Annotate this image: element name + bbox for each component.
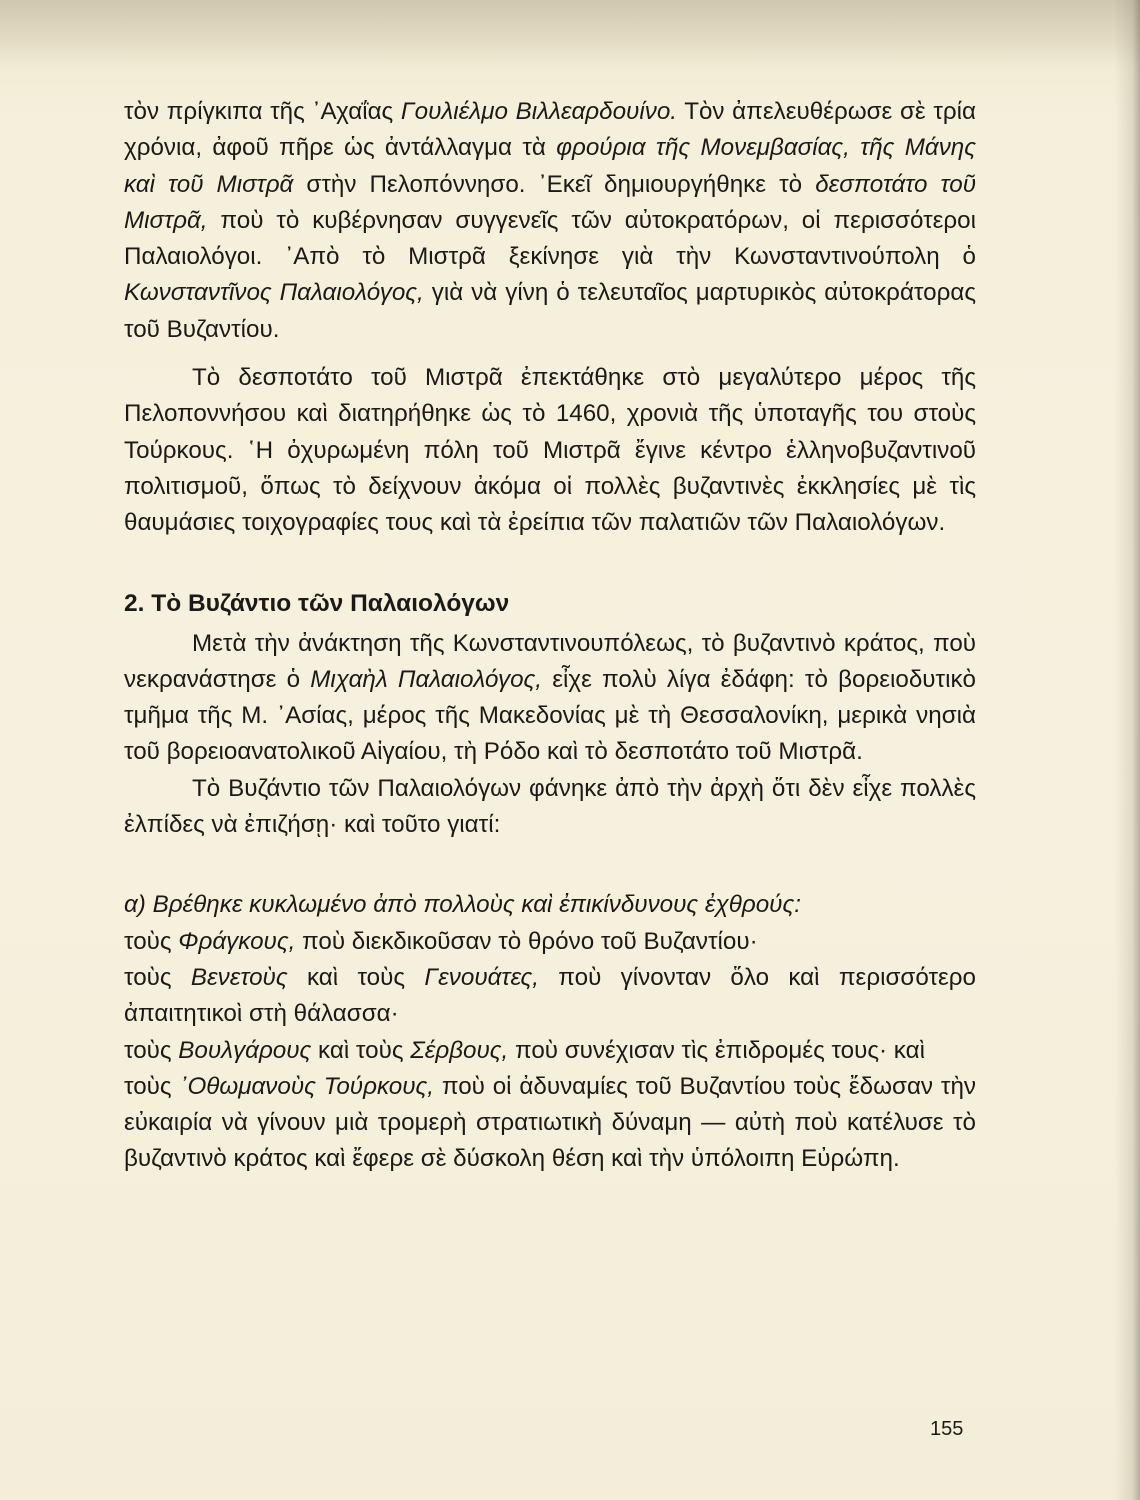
- enemies-list-heading: α) Βρέθηκε κυκλωμένο ἀπὸ πολλοὺς καὶ ἐπικίνδυνους ἐχθρούς:: [124, 891, 801, 919]
- page-body: [124, 94, 976, 1178]
- paragraph-despotate: Τὸ δεσποτάτο τοῦ Μιστρᾶ ἐπεκτάθηκε στὸ μεγαλύτερο μέρος τῆς Πελοποννήσου καὶ διατηρήθηκε ὡς τὸ 1460, χρονιὰ τῆς ὑποταγῆς του στοὺς Τούρκους. ῾Η ὀχυρωμένη πόλη τοῦ Μιστρᾶ ἔγινε κέντρο ἑλληνοβυζαντινοῦ πολιτισμοῦ, ὅπως τὸ δείχνουν ἀκόμα οἱ πολλὲς βυζαντινὲς ἐκκλησίες μὲ τὶς θαυμάσιες τοιχογραφίες τους καὶ τὰ ἐρείπια τῶν παλατιῶν τῶν Παλαιολόγων.: [124, 364, 976, 537]
- list-item-venetians: τοὺς Βενετοὺς καὶ τοὺς Γενουάτες, ποὺ γίνονταν ὅλο καὶ περισσότερο ἀπαιτητικοὶ στὴ θάλασσα·: [124, 963, 976, 1028]
- page-number: 155: [930, 1418, 964, 1440]
- paragraph-mistras-origin: τὸν πρίγκιπα τῆς ᾿Αχαΐας Γουλιέλμο Βιλλεαρδουίνο. Τὸν ἀπελευθέρωσε σὲ τρία χρόνια, ἀφοῦ πῆρε ὡς ἀντάλλαγμα τὰ φρούρια τῆς Μονεμβασίας, τῆς Μάνης καὶ τοῦ Μιστρᾶ στὴν Πελοπόννησο. ᾿Εκεῖ δημιουργήθηκε τὸ δεσποτάτο τοῦ Μιστρᾶ, ποὺ τὸ κυβέρνησαν συγγενεῖς τῶν αὐτοκρατόρων, οἱ περισσότεροι Παλαιολόγοι. ᾿Απὸ τὸ Μιστρᾶ ξεκίνησε γιὰ τὴν Κωνσταντινούπολη ὁ Κωνσταντῖνος Παλαιολόγος, γιὰ νὰ γίνη ὁ τελευταῖος μαρτυρικὸς αὐτοκράτορας τοῦ Βυζαντίου.: [124, 98, 976, 343]
- paragraph-recovery: Μετὰ τὴν ἀνάκτηση τῆς Κωνσταντινουπόλεως, τὸ βυζαντινὸ κράτος, ποὺ νεκρανάστησε ὁ Μιχαὴλ Παλαιολόγος, εἶχε πολὺ λίγα ἐδάφη: τὸ βορειοδυτικὸ τμῆμα τῆς Μ. ᾿Ασίας, μέρος τῆς Μακεδονίας μὲ τὴ Θεσσαλονίκη, μερικὰ νησιὰ τοῦ βορειοανατολικοῦ Αἰγαίου, τὴ Ρόδο καὶ τὸ δεσποτάτο τοῦ Μιστρᾶ.: [124, 629, 977, 766]
- section-heading: 2. Τὸ Βυζάντιο τῶν Παλαιολόγων: [124, 589, 510, 617]
- enemies-list: [124, 887, 976, 1177]
- list-item-franks: τοὺς Φράγκους, ποὺ διεκδικοῦσαν τὸ θρόνο τοῦ Βυζαντίου·: [124, 927, 758, 955]
- page-top-shadow: [0, 0, 1140, 70]
- paragraph-prospects: Τὸ Βυζάντιο τῶν Παλαιολόγων φάνηκε ἀπὸ τὴν ἀρχὴ ὅτι δὲν εἶχε πολλὲς ἐλπίδες νὰ ἐπιζήσῃ· καὶ τοῦτο γιατί:: [124, 774, 976, 839]
- list-item-bulgarians: τοὺς Βουλγάρους καὶ τοὺς Σέρβους, ποὺ συνέχισαν τὶς ἐπιδρομές τους· καὶ: [124, 1036, 925, 1064]
- list-item-ottomans: τοὺς ᾿Οθωμανοὺς Τούρκους, ποὺ οἱ ἀδυναμίες τοῦ Βυζαντίου τοὺς ἔδωσαν τὴν εὐκαιρία νὰ γίνουν μιὰ τρομερὴ στρατιωτικὴ δύναμη — αὐτὴ ποὺ κατέλυσε τὸ βυζαντινὸ κράτος καὶ ἔφερε σὲ δύσκολη θέση καὶ τὴν ὑπόλοιπη Εὐρώπη.: [124, 1072, 976, 1173]
- page-spine-shadow: [1114, 0, 1140, 1500]
